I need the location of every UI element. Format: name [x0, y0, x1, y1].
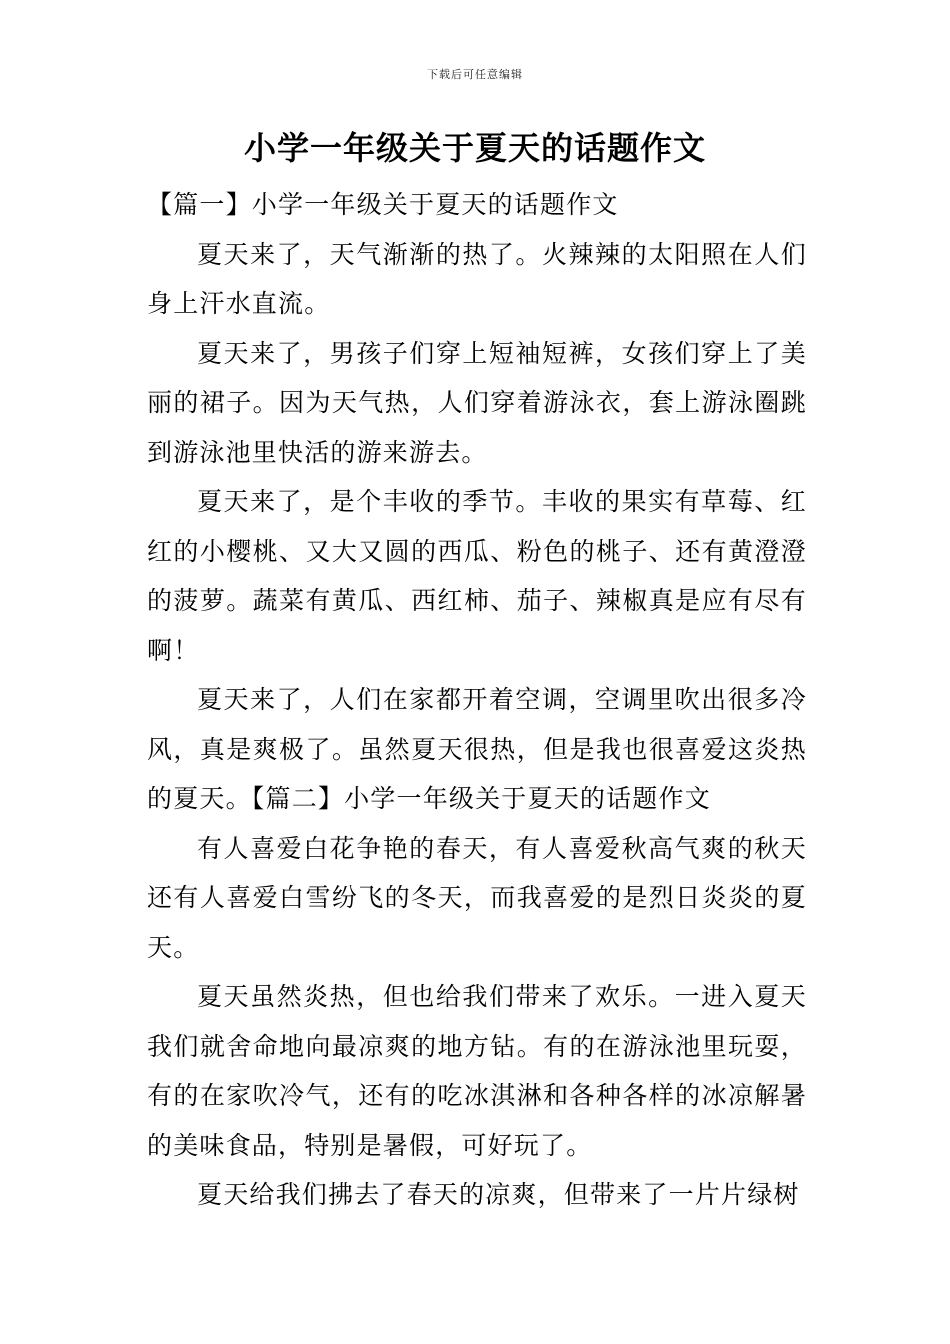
paragraph: 夏天虽然炎热，但也给我们带来了欢乐。一进入夏天我们就舍命地向最凉爽的地方钻。有的在游泳池里玩耍，有的在家吹冷气，还有的吃冰淇淋和各种各样的冰凉解暑的美味食品，特别是暑假，可好玩了。 [147, 982, 807, 1160]
article-body [147, 180, 807, 1220]
page-title: 小学一年级关于夏天的话题作文 [243, 129, 706, 167]
header-note: 下载后可任意编辑 [427, 68, 523, 81]
paragraph: 有人喜爱白花争艳的春天，有人喜爱秋高气爽的秋天还有人喜爱白雪纷飞的冬天，而我喜爱的是烈日炎炎的夏天。 [147, 833, 807, 962]
paragraph: 夏天来了，天气渐渐的热了。火辣辣的太阳照在人们身上汗水直流。 [147, 239, 807, 318]
paragraph: 夏天来了，是个丰收的季节。丰收的果实有草莓、红红的小樱桃、又大又圆的西瓜、粉色的桃子、还有黄澄澄的菠萝。蔬菜有黄瓜、西红柿、茄子、辣椒真是应有尽有啊！ [147, 487, 807, 665]
paragraph: 夏天来了，男孩子们穿上短袖短裤，女孩们穿上了美丽的裙子。因为天气热，人们穿着游泳衣，套上游泳圈跳到游泳池里快活的游来游去。 [147, 338, 807, 467]
section-heading: 【篇一】小学一年级关于夏天的话题作文 [147, 190, 619, 219]
paragraph: 夏天给我们拂去了春天的凉爽，但带来了一片片绿树 [197, 1180, 800, 1209]
paragraph: 夏天来了，人们在家都开着空调，空调里吹出很多冷风，真是爽极了。虽然夏天很热，但是我也很喜爱这炎热的夏天。【篇二】小学一年级关于夏天的话题作文 [147, 685, 807, 813]
